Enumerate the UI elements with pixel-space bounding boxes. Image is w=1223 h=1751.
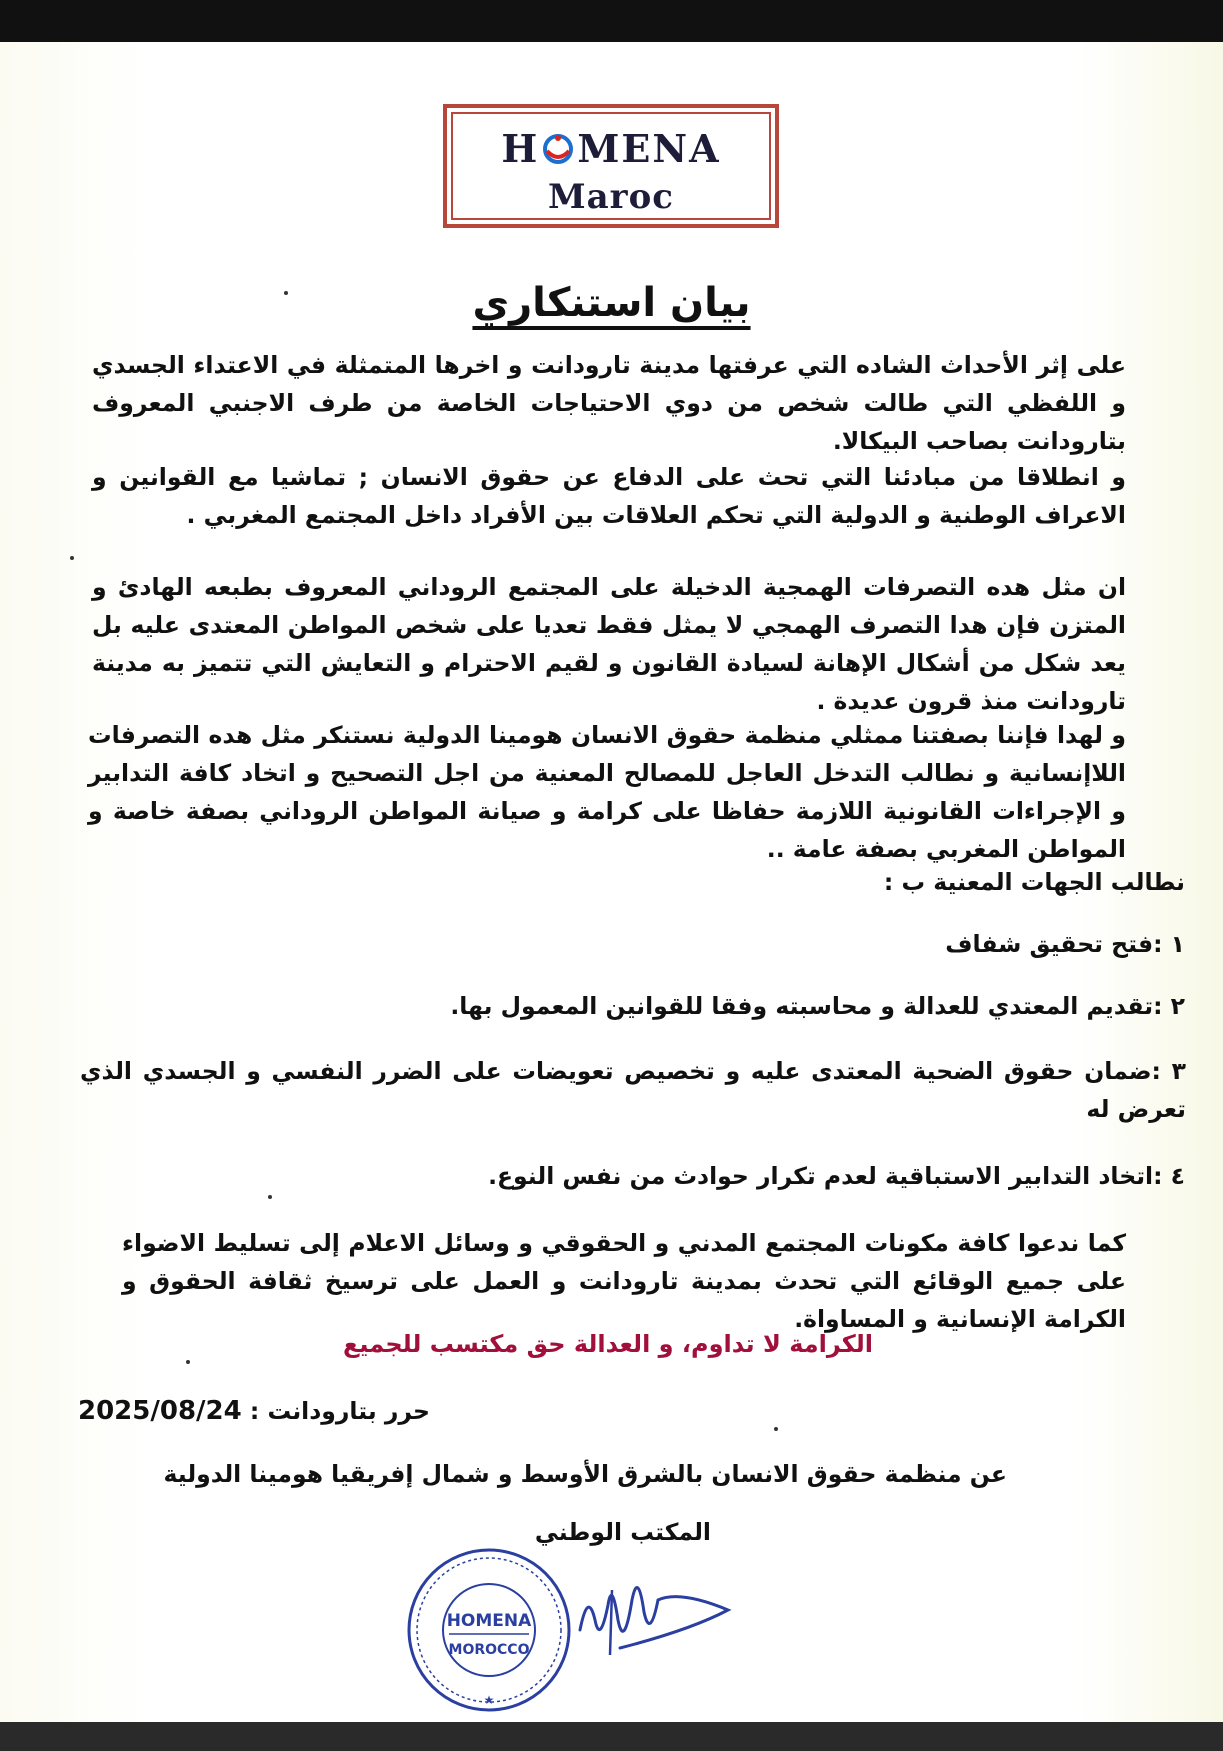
stamp-text-bottom: MOROCCO <box>448 1642 530 1658</box>
paragraph-1: على إثر الأحداث الشاده التي عرفتها مدينة تارودانت و اخرها المتمثلة في الاعتداء الجسدي و اللفظي التي طالت شخص من دوي الاحتياجات الخاصة من طرف الاجنبي المعروف بتارودانت بصاحب البيكالا. <box>92 351 1126 455</box>
document-title: بيان استنكاري <box>472 280 751 326</box>
date-label: حرر بتارودانت : <box>249 1397 430 1425</box>
office-line: المكتب الوطني <box>534 1518 711 1546</box>
date-value: 2025/08/24 <box>78 1396 242 1426</box>
demand-item: ٤ :اتخاد التدابير الاستباقية لعدم تكرار حوادث من نفس النوع. <box>488 1162 1185 1190</box>
speck <box>70 556 74 560</box>
paragraph-2: و انطلاقا من مبادئنا التي تحث على الدفاع عن حقوق الانسان ; تماشيا مع القوانين و الاعراف الوطنية و الدولية التي تحكم العلاقات بين الأفراد داخل المجتمع المغربي . <box>92 463 1126 529</box>
demands-intro: نطالب الجهات المعنية ب : <box>883 868 1185 896</box>
bottom-bar <box>0 1722 1223 1751</box>
speck <box>284 291 288 295</box>
stamp-text-top: HOMENA <box>446 1611 532 1631</box>
paragraph-4: و لهدا فإننا بصفتنا ممثلي منظمة حقوق الانسان هومينا الدولية نستنكر مثل هده التصرفات اللاإنسانية و نطالب التدخل العاجل للمصالح المعنية من اجل التصحيح و اتخاد كافة التدابير و الإجراءات القانونية اللازمة حفاظا على كرامة و صيانة المواطن الروداني بصفة خاصة و المواطن المغربي بصفة عامة .. <box>88 721 1126 863</box>
logo-title <box>453 126 769 171</box>
top-bar <box>0 0 1223 42</box>
logo-mena: MENA <box>577 126 721 171</box>
date-line <box>78 1396 430 1426</box>
speck <box>268 1195 272 1199</box>
motto: الكرامة لا تداوم، و العدالة حق مكتسب للجميع <box>343 1330 873 1358</box>
logo-frame <box>443 104 779 228</box>
organization-line: عن منظمة حقوق الانسان بالشرق الأوسط و شمال إفريقيا هومينا الدولية <box>163 1460 1007 1488</box>
signature-icon <box>560 1560 740 1660</box>
logo-letter-h: H <box>501 126 540 171</box>
speck <box>774 1427 778 1431</box>
svg-text:★: ★ <box>483 1693 495 1707</box>
paragraph-3: ان مثل هده التصرفات الهمجية الدخيلة على المجتمع الروداني المعروف بطبعه الهادئ و المتزن فإن هدا التصرف الهمجي لا يمثل فقط تعديا على شخص المواطن المعتدى عليه بل يعد شكل من أشكال الإهانة لسيادة القانون و لقيم الاحترام و التعايش التي تتميز به مدينة تارودانت منذ قرون عديدة . <box>92 573 1126 715</box>
demand-item: ١ :فتح تحقيق شفاف <box>945 930 1185 958</box>
demand-item: ٢ :تقديم المعتدي للعدالة و محاسبته وفقا للقوانين المعمول بها. <box>450 992 1185 1020</box>
demand-item: ٣ :ضمان حقوق الضحية المعتدى عليه و تخصيص تعويضات على الضرر النفسي و الجسدي الذي تعرض له <box>80 1057 1186 1123</box>
logo-subtitle: Maroc <box>548 177 674 217</box>
call-paragraph: كما ندعوا كافة مكونات المجتمع المدني و الحقوقي و وسائل الاعلام إلى تسليط الاضواء على جميع الوقائع التي تحدث بمدينة تارودانت و العمل على ترسيخ ثقافة الحقوق و الكرامة الإنسانية و المساواة. <box>122 1229 1126 1333</box>
organization-stamp-icon <box>405 1546 573 1714</box>
speck <box>186 1360 190 1364</box>
logo <box>451 112 771 220</box>
logo-circle-icon <box>542 133 574 165</box>
